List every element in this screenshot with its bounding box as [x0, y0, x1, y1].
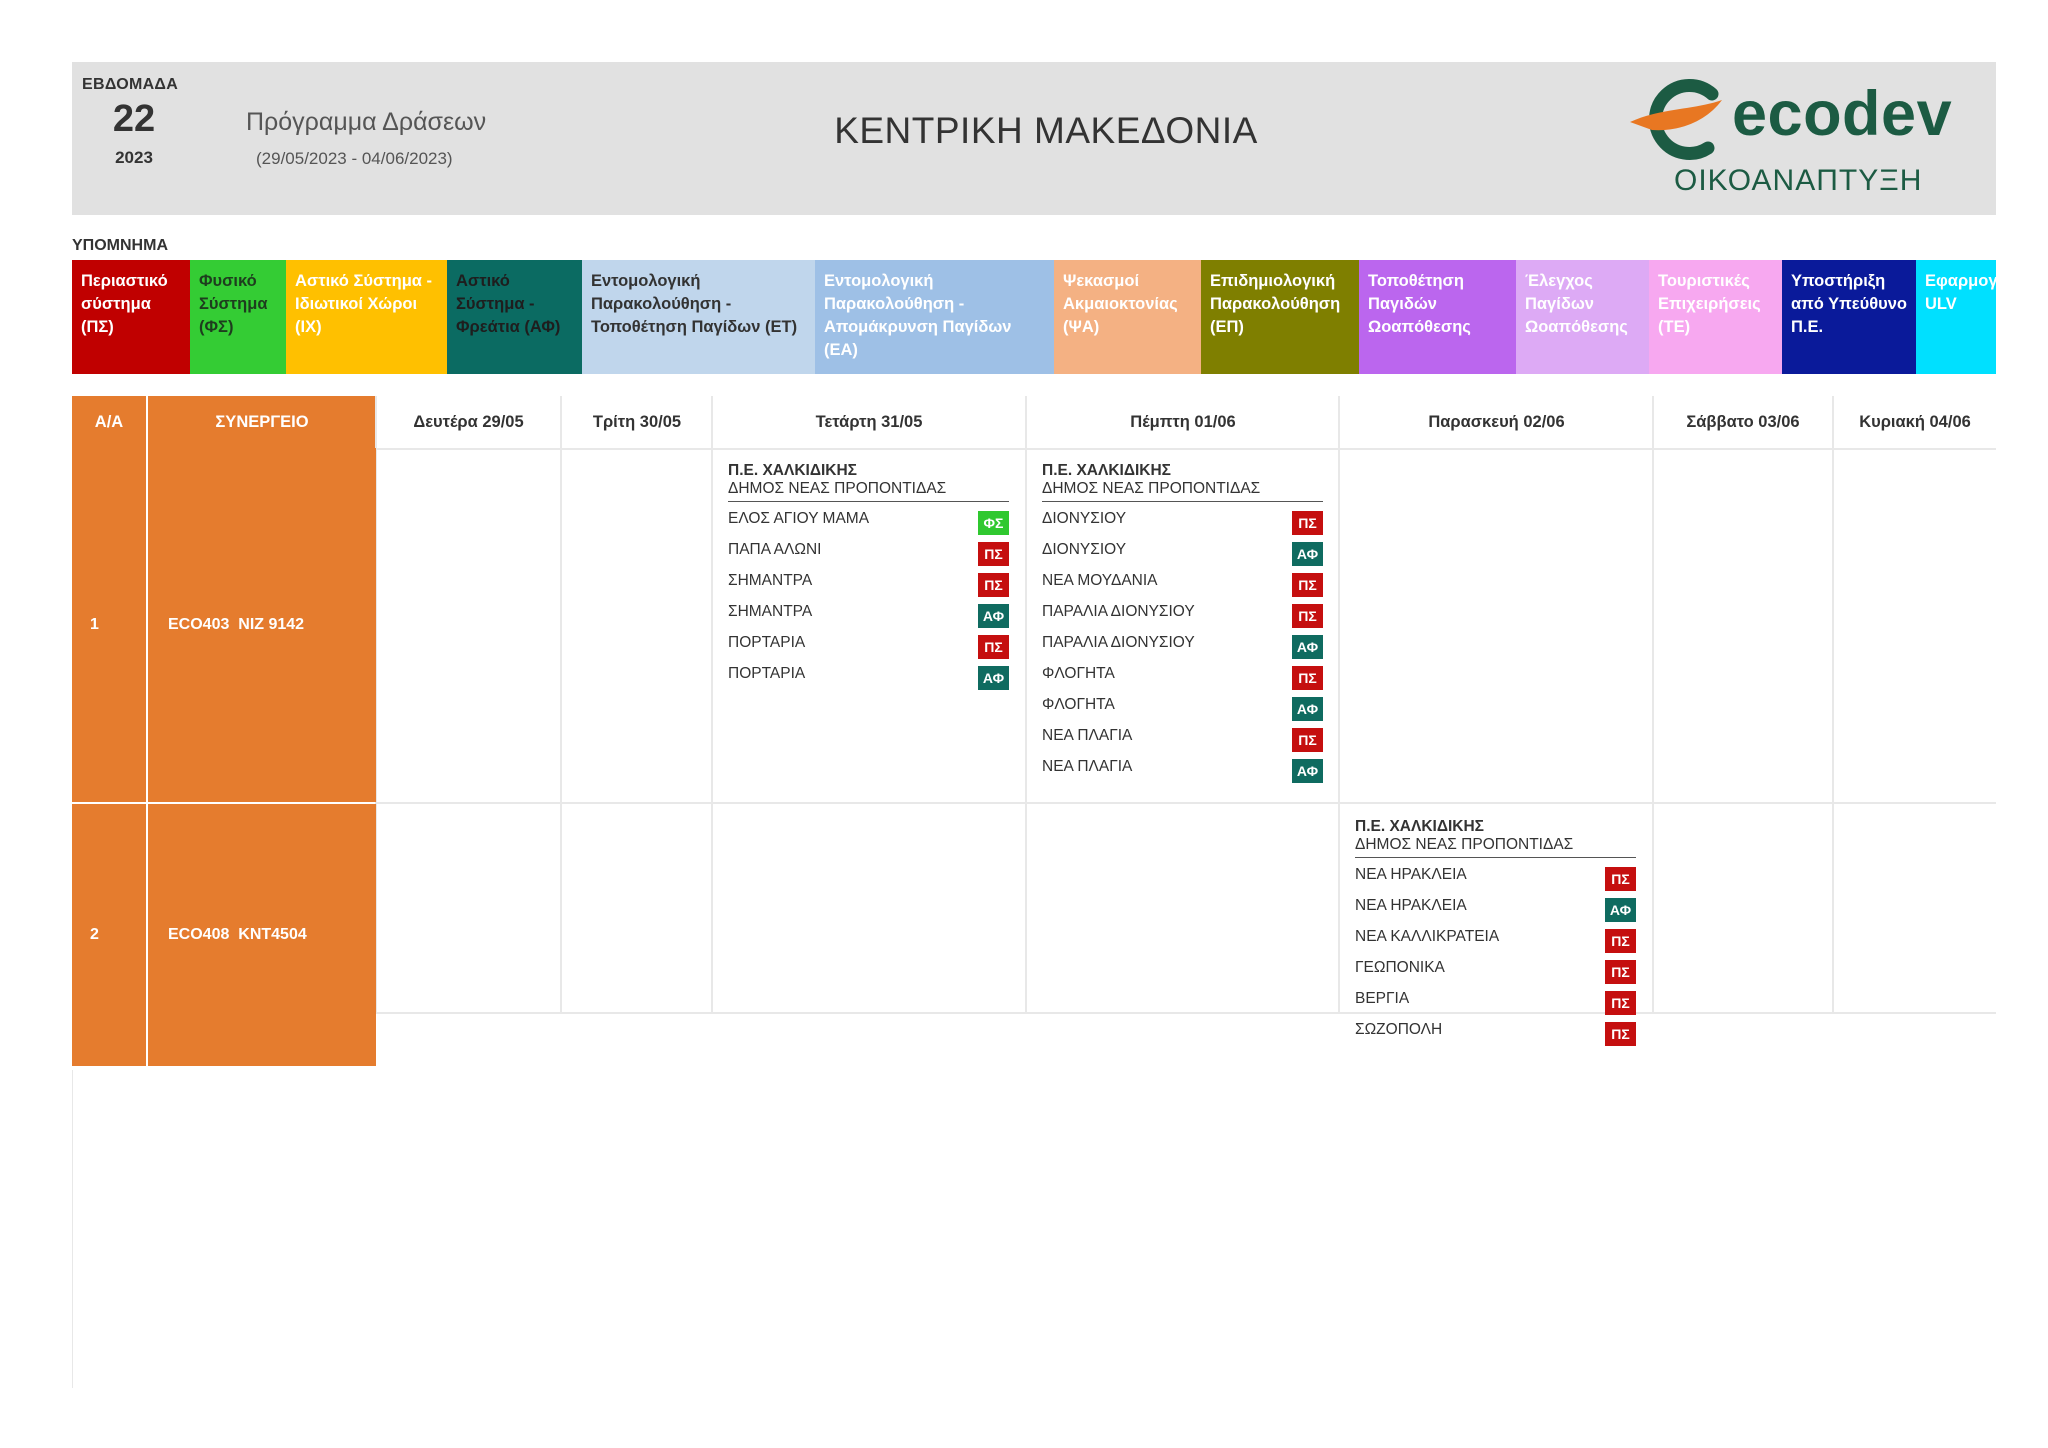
- location-item: [1042, 657, 1323, 688]
- location-name: ΝΕΑ ΗΡΑΚΛΕΙΑ: [1355, 897, 1467, 914]
- location-name: ΔΙΟΝΥΣΙΟΥ: [1042, 510, 1127, 527]
- row-aa-cell: 1: [72, 448, 146, 802]
- system-tag-badge: ΠΣ: [1292, 666, 1323, 690]
- legend-item: Αστικό Σύστημα - Φρεάτια (ΑΦ): [447, 260, 582, 374]
- location-name: ΣΗΜΑΝΤΡΑ: [728, 603, 813, 620]
- schedule-table: [72, 396, 1996, 1070]
- system-tag-badge: ΦΣ: [978, 511, 1009, 535]
- regional-unit-label: Π.Ε. ΧΑΛΚΙΔΙΚΗΣ: [1042, 462, 1171, 479]
- row-team-cell: ECO403 ΝΙΖ 9142: [148, 448, 376, 802]
- system-tag-badge: ΠΣ: [1292, 573, 1323, 597]
- system-tag-badge: ΠΣ: [978, 573, 1009, 597]
- location-item: [1355, 889, 1636, 920]
- region-title: ΚΕΝΤΡΙΚΗ ΜΑΚΕΔΟΝΙΑ: [834, 110, 1258, 151]
- location-name: ΝΕΑ ΚΑΛΛΙΚΡΑΤΕΙΑ: [1355, 928, 1500, 945]
- page-header: [72, 62, 1996, 215]
- legend-item: Εντομολογική Παρακολούθηση - Απομάκρυνση Παγίδων (ΕΑ): [815, 260, 1054, 374]
- location-item: [728, 533, 1009, 564]
- system-tag-badge: ΑΦ: [978, 604, 1009, 628]
- regional-unit-label: Π.Ε. ΧΑΛΚΙΔΙΚΗΣ: [728, 462, 857, 479]
- location-item: [1042, 719, 1323, 750]
- location-item: [1042, 688, 1323, 719]
- system-tag-badge: ΠΣ: [1292, 728, 1323, 752]
- municipality-label: ΔΗΜΟΣ ΝΕΑΣ ΠΡΟΠΟΝΤΙΔΑΣ: [1042, 480, 1323, 502]
- location-name: ΝΕΑ ΜΟΥΔΑΝΙΑ: [1042, 572, 1158, 589]
- logo-subtitle: ΟΙΚΟΑΝΑΠΤΥΞΗ: [1674, 164, 1923, 197]
- logo-wordmark: ecodev: [1732, 79, 1953, 149]
- week-year: 2023: [115, 148, 153, 167]
- location-item: [728, 595, 1009, 626]
- location-name: ΠΑΡΑΛΙΑ ΔΙΟΝΥΣΙΟΥ: [1042, 603, 1195, 620]
- legend-item: Αστικό Σύστημα - Ιδιωτικοί Χώροι (ΙΧ): [286, 260, 447, 374]
- grid-line: [1652, 396, 1654, 1014]
- header-day: Τετάρτη 31/05: [815, 412, 923, 431]
- program-dates: (29/05/2023 - 04/06/2023): [256, 149, 453, 168]
- header-day: Τρίτη 30/05: [592, 412, 682, 431]
- ecodev-logo-mark-icon: [1630, 78, 1726, 166]
- system-tag-badge: ΠΣ: [1605, 991, 1636, 1015]
- legend-item: Εφαρμογή ULV: [1916, 260, 1996, 374]
- grid-line: [376, 1012, 1996, 1014]
- legend-item: Επιδημιολογική Παρακολούθηση (ΕΠ): [1201, 260, 1359, 374]
- location-name: ΠΟΡΤΑΡΙΑ: [728, 634, 806, 651]
- system-tag-badge: ΠΣ: [1605, 867, 1636, 891]
- system-tag-badge: ΠΣ: [1292, 511, 1323, 535]
- header-team: ΣΥΝΕΡΓΕΙΟ: [148, 396, 376, 448]
- header-day: Παρασκευή 02/06: [1428, 412, 1565, 431]
- location-item: [1042, 502, 1323, 533]
- location-item: [1042, 564, 1323, 595]
- legend-item: Εντομολογική Παρακολούθηση - Τοποθέτηση Παγίδων (ΕΤ): [582, 260, 815, 374]
- legend-title: ΥΠΟΜΝΗΜΑ: [72, 237, 168, 254]
- location-item: [1355, 951, 1636, 982]
- location-name: ΒΕΡΓΙΑ: [1355, 990, 1410, 1007]
- system-tag-badge: ΑΦ: [1292, 635, 1323, 659]
- location-item: [728, 626, 1009, 657]
- location-name: ΦΛΟΓΗΤΑ: [1042, 665, 1115, 682]
- activity-block: [1042, 462, 1323, 781]
- municipality-label: ΔΗΜΟΣ ΝΕΑΣ ΠΡΟΠΟΝΤΙΔΑΣ: [1355, 836, 1636, 858]
- grid-line: [560, 396, 562, 1014]
- row-aa-cell: 2: [72, 804, 146, 1066]
- header-day: Δευτέρα 29/05: [413, 412, 524, 431]
- grid-line: [1832, 396, 1834, 1014]
- location-name: ΝΕΑ ΗΡΑΚΛΕΙΑ: [1355, 866, 1467, 883]
- week-number: 22: [112, 98, 156, 140]
- activity-block: [1355, 818, 1636, 1044]
- table-border: [72, 1070, 73, 1388]
- location-name: ΝΕΑ ΠΛΑΓΙΑ: [1042, 758, 1133, 775]
- location-name: ΠΑΡΑΛΙΑ ΔΙΟΝΥΣΙΟΥ: [1042, 634, 1195, 651]
- location-name: ΣΗΜΑΝΤΡΑ: [728, 572, 813, 589]
- legend-item: Ψεκασμοί Ακμαιοκτονίας (ΨΑ): [1054, 260, 1201, 374]
- system-tag-badge: ΑΦ: [1605, 898, 1636, 922]
- location-name: ΣΩΖΟΠΟΛΗ: [1355, 1021, 1443, 1038]
- location-name: ΕΛΟΣ ΑΓΙΟΥ ΜΑΜΑ: [728, 510, 870, 527]
- location-name: ΦΛΟΓΗΤΑ: [1042, 696, 1115, 713]
- municipality-label: ΔΗΜΟΣ ΝΕΑΣ ΠΡΟΠΟΝΤΙΔΑΣ: [728, 480, 1009, 502]
- ecodev-logo: [1624, 72, 1984, 207]
- legend-item: Έλεγχος Παγίδων Ωοαπόθεσης: [1516, 260, 1649, 374]
- location-name: ΠΑΠΑ ΑΛΩΝΙ: [728, 541, 822, 558]
- location-item: [1355, 1013, 1636, 1044]
- legend-item: Φυσικό Σύστημα (ΦΣ): [190, 260, 286, 374]
- system-tag-badge: ΠΣ: [978, 542, 1009, 566]
- legend: [72, 260, 2008, 374]
- grid-line: [1338, 396, 1340, 1014]
- system-tag-badge: ΠΣ: [1605, 1022, 1636, 1046]
- grid-line: [1025, 396, 1027, 1014]
- system-tag-badge: ΠΣ: [1605, 960, 1636, 984]
- header-aa: Α/Α: [72, 396, 146, 448]
- legend-item: Τουριστικές Επιχειρήσεις (ΤΕ): [1649, 260, 1782, 374]
- system-tag-badge: ΠΣ: [1292, 604, 1323, 628]
- location-item: [1042, 750, 1323, 781]
- location-item: [728, 564, 1009, 595]
- activity-block: [728, 462, 1009, 688]
- legend-item: Υποστήριξη από Υπεύθυνο Π.Ε.: [1782, 260, 1916, 374]
- system-tag-badge: ΑΦ: [1292, 759, 1323, 783]
- location-item: [728, 502, 1009, 533]
- system-tag-badge: ΑΦ: [1292, 697, 1323, 721]
- week-label: ΕΒΔΟΜΑΔΑ: [82, 76, 179, 93]
- system-tag-badge: ΠΣ: [1605, 929, 1636, 953]
- grid-line: [376, 802, 1996, 804]
- row-team-cell: ECO408 KNT4504: [148, 804, 376, 1066]
- header-day: Σάββατο 03/06: [1686, 412, 1800, 431]
- regional-unit-label: Π.Ε. ΧΑΛΚΙΔΙΚΗΣ: [1355, 818, 1484, 835]
- location-name: ΠΟΡΤΑΡΙΑ: [728, 665, 806, 682]
- system-tag-badge: ΑΦ: [1292, 542, 1323, 566]
- location-item: [1042, 626, 1323, 657]
- location-item: [1355, 920, 1636, 951]
- system-tag-badge: ΠΣ: [978, 635, 1009, 659]
- grid-line: [376, 448, 1996, 450]
- legend-item: Τοποθέτηση Παγιδών Ωοαπόθεσης: [1359, 260, 1516, 374]
- location-item: [1042, 595, 1323, 626]
- header-day: Πέμπτη 01/06: [1130, 412, 1236, 431]
- location-item: [1355, 982, 1636, 1013]
- header-day: Κυριακή 04/06: [1859, 412, 1971, 431]
- location-item: [728, 657, 1009, 688]
- program-title: Πρόγραμμα Δράσεων: [246, 108, 487, 136]
- system-tag-badge: ΑΦ: [978, 666, 1009, 690]
- location-item: [1355, 858, 1636, 889]
- location-name: ΝΕΑ ΠΛΑΓΙΑ: [1042, 727, 1133, 744]
- legend-item: Περιαστικό σύστημα (ΠΣ): [72, 260, 190, 374]
- location-item: [1042, 533, 1323, 564]
- location-name: ΔΙΟΝΥΣΙΟΥ: [1042, 541, 1127, 558]
- grid-line: [711, 396, 713, 1014]
- location-name: ΓΕΩΠΟΝΙΚΑ: [1355, 959, 1445, 976]
